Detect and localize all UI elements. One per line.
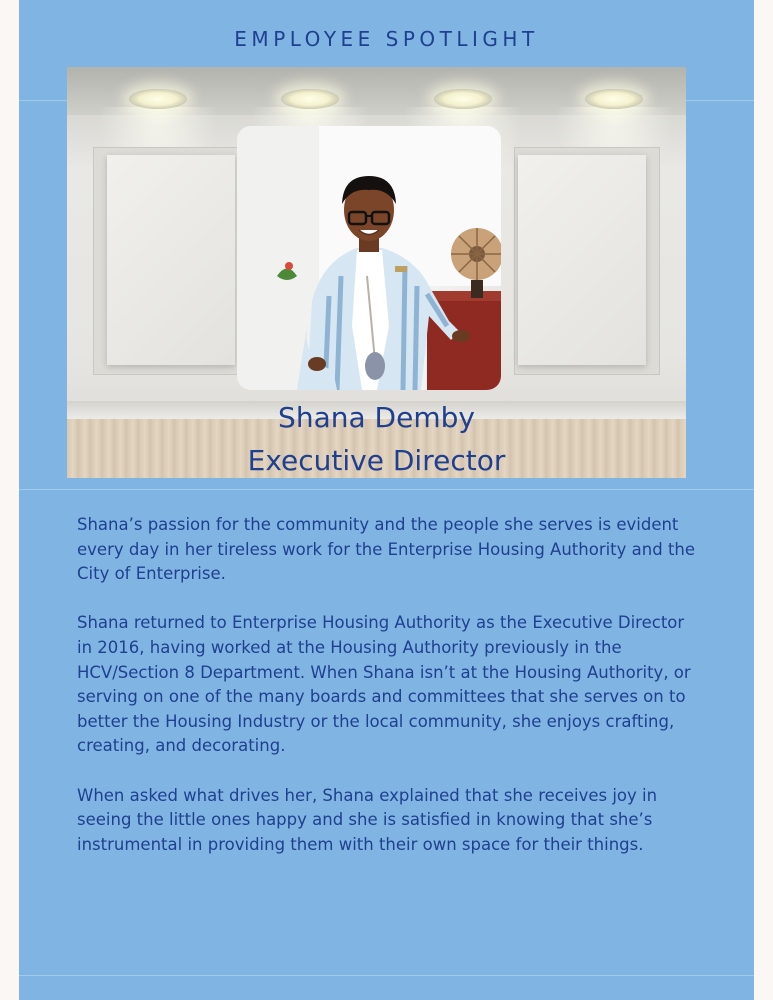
employee-photo-illustration [237,126,501,390]
employee-name: Shana Demby [278,401,475,434]
page-title: EMPLOYEE SPOTLIGHT [234,27,539,51]
employee-role: Executive Director [247,444,506,477]
paragraph: Shana’s passion for the community and the people she serves is evident every day in her tireless work for the Enterprise Housing Authority and the City of Enterprise. [77,515,696,584]
paragraph: When asked what drives her, Shana explained that she receives joy in seeing the little ones happy and she is satisfied in knowing that she’s instrumental in providing them with their own space for their things. [77,785,658,854]
ceiling-light-icon [281,89,339,109]
blank-canvas [107,155,235,365]
ceiling-light-icon [434,89,492,109]
divider-line [19,975,754,976]
gallery-banner [67,67,686,478]
employee-photo [237,126,501,390]
ceiling-light-icon [129,89,187,109]
paragraph: Shana returned to Enterprise Housing Authority as the Executive Director in 2016, having worked at the Housing Authority previously in the HCV/Section 8 Department. When Shana isn’t at the Housing Authority, or serving on one of the many boards and committees that she serves on to better the Housing Industry or the local community, she enjoys crafting, creating, and decorating. [77,613,691,756]
blank-canvas [518,155,646,365]
article-body [77,513,697,882]
divider-line [19,489,754,490]
ceiling-light-icon [585,89,643,109]
spotlight-page [19,0,754,1000]
